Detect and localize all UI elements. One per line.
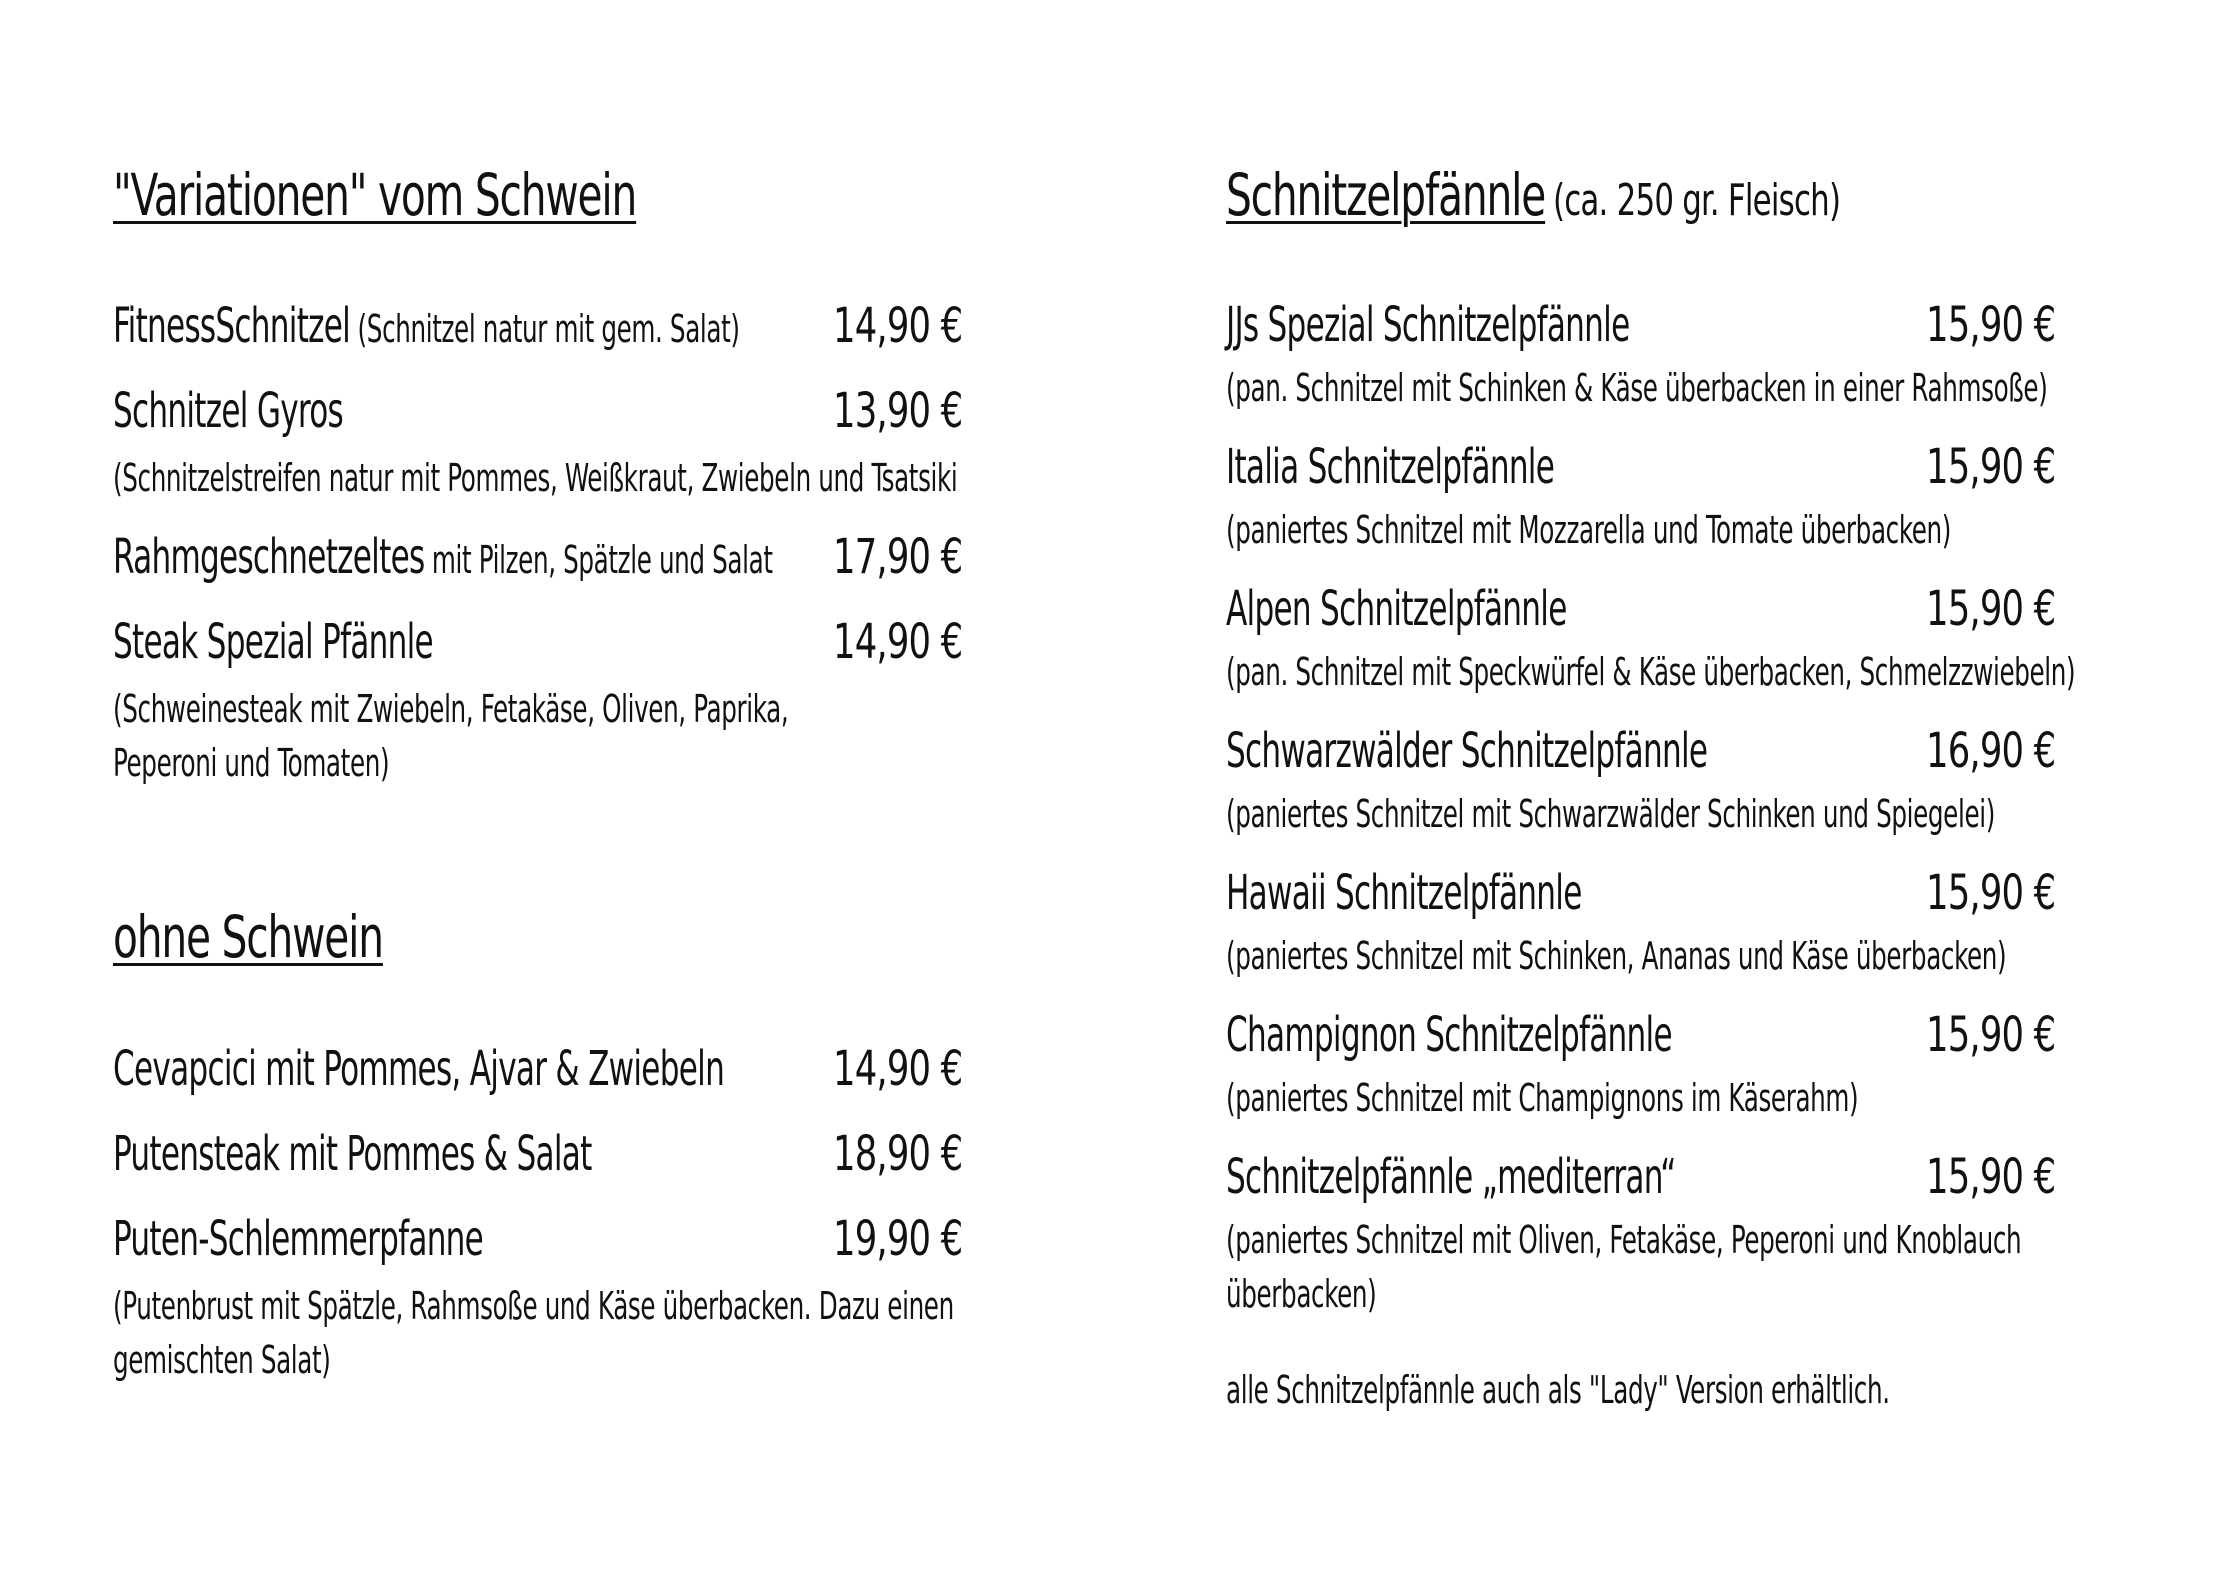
lady-version-note: alle Schnitzelpfännle auch als "Lady" Version erhältlich. [1226,1368,1890,1412]
section-title-schnitzelpfaennle [1226,160,1840,236]
item-price: 17,90 € [833,529,963,585]
item-description: (paniertes Schnitzel mit Oliven, Fetakäse, Peperoni und Knoblauch [1226,1218,2022,1262]
item-price: 15,90 € [1926,865,2056,921]
item-name: Hawaii Schnitzelpfännle [1226,865,1582,921]
item-price: 15,90 € [1926,1149,2056,1205]
section-title-ohne-schwein: ohne Schwein [113,903,383,971]
item-price: 15,90 € [1926,581,2056,637]
item-description: (paniertes Schnitzel mit Schwarzwälder Schinken und Spiegelei) [1226,792,1995,836]
section-title-schwein: "Variationen" vom Schwein [113,161,637,229]
item-description: (Putenbrust mit Spätzle, Rahmsoße und Käse überbacken. Dazu einen [113,1284,954,1328]
item-name: Champignon Schnitzelpfännle [1226,1007,1672,1063]
item-description: (paniertes Schnitzel mit Champignons im Käserahm) [1226,1076,1859,1120]
item-price: 15,90 € [1926,297,2056,353]
section-title-note: (ca. 250 gr. Fleisch) [1552,175,1841,226]
item-price: 13,90 € [833,383,963,439]
item-name: JJs Spezial Schnitzelpfännle [1226,297,1630,353]
item-price: 15,90 € [1926,439,2056,495]
item-name [113,528,773,589]
item-description-line2: gemischten Salat) [113,1338,331,1382]
item-name: Putensteak mit Pommes & Salat [113,1126,592,1182]
item-name [113,297,740,358]
item-name: Alpen Schnitzelpfännle [1226,581,1567,637]
item-price: 16,90 € [1926,723,2056,779]
item-inline-desc: (Schnitzel natur mit gem. Salat) [350,307,740,351]
item-name: Cevapcici mit Pommes, Ajvar & Zwiebeln [113,1041,725,1097]
item-description: (paniertes Schnitzel mit Schinken, Ananas und Käse überbacken) [1226,934,2007,978]
item-price: 14,90 € [833,614,963,670]
item-name: Schnitzelpfännle „mediterran“ [1226,1149,1676,1205]
item-name: Puten-Schlemmerpfanne [113,1211,484,1267]
item-description: (pan. Schnitzel mit Schinken & Käse überbacken in einer Rahmsoße) [1226,366,2048,410]
item-title: FitnessSchnitzel [113,298,351,354]
item-description: (paniertes Schnitzel mit Mozzarella und Tomate überbacken) [1226,508,1952,552]
item-name: Steak Spezial Pfännle [113,614,433,670]
item-price: 14,90 € [833,1041,963,1097]
item-name: Italia Schnitzelpfännle [1226,439,1555,495]
item-title: Rahmgeschnetzeltes [113,529,425,585]
item-description-line2: überbacken) [1226,1272,1377,1316]
item-price: 19,90 € [833,1211,963,1267]
item-name: Schnitzel Gyros [113,383,343,439]
item-name: Schwarzwälder Schnitzelpfännle [1226,723,1708,779]
item-price: 15,90 € [1926,1007,2056,1063]
section-title-text: Schnitzelpfännle [1226,161,1546,229]
item-price: 18,90 € [833,1126,963,1182]
item-description: (pan. Schnitzel mit Speckwürfel & Käse überbacken, Schmelzzwiebeln) [1226,650,2076,694]
item-description-line2: Peperoni und Tomaten) [113,741,390,785]
item-description: (Schnitzelstreifen natur mit Pommes, Weißkraut, Zwiebeln und Tsatsiki [113,456,958,500]
item-price: 14,90 € [833,298,963,354]
item-description: (Schweinesteak mit Zwiebeln, Fetakäse, Oliven, Paprika, [113,687,789,731]
item-inline-desc: mit Pilzen, Spätzle und Salat [424,538,773,582]
